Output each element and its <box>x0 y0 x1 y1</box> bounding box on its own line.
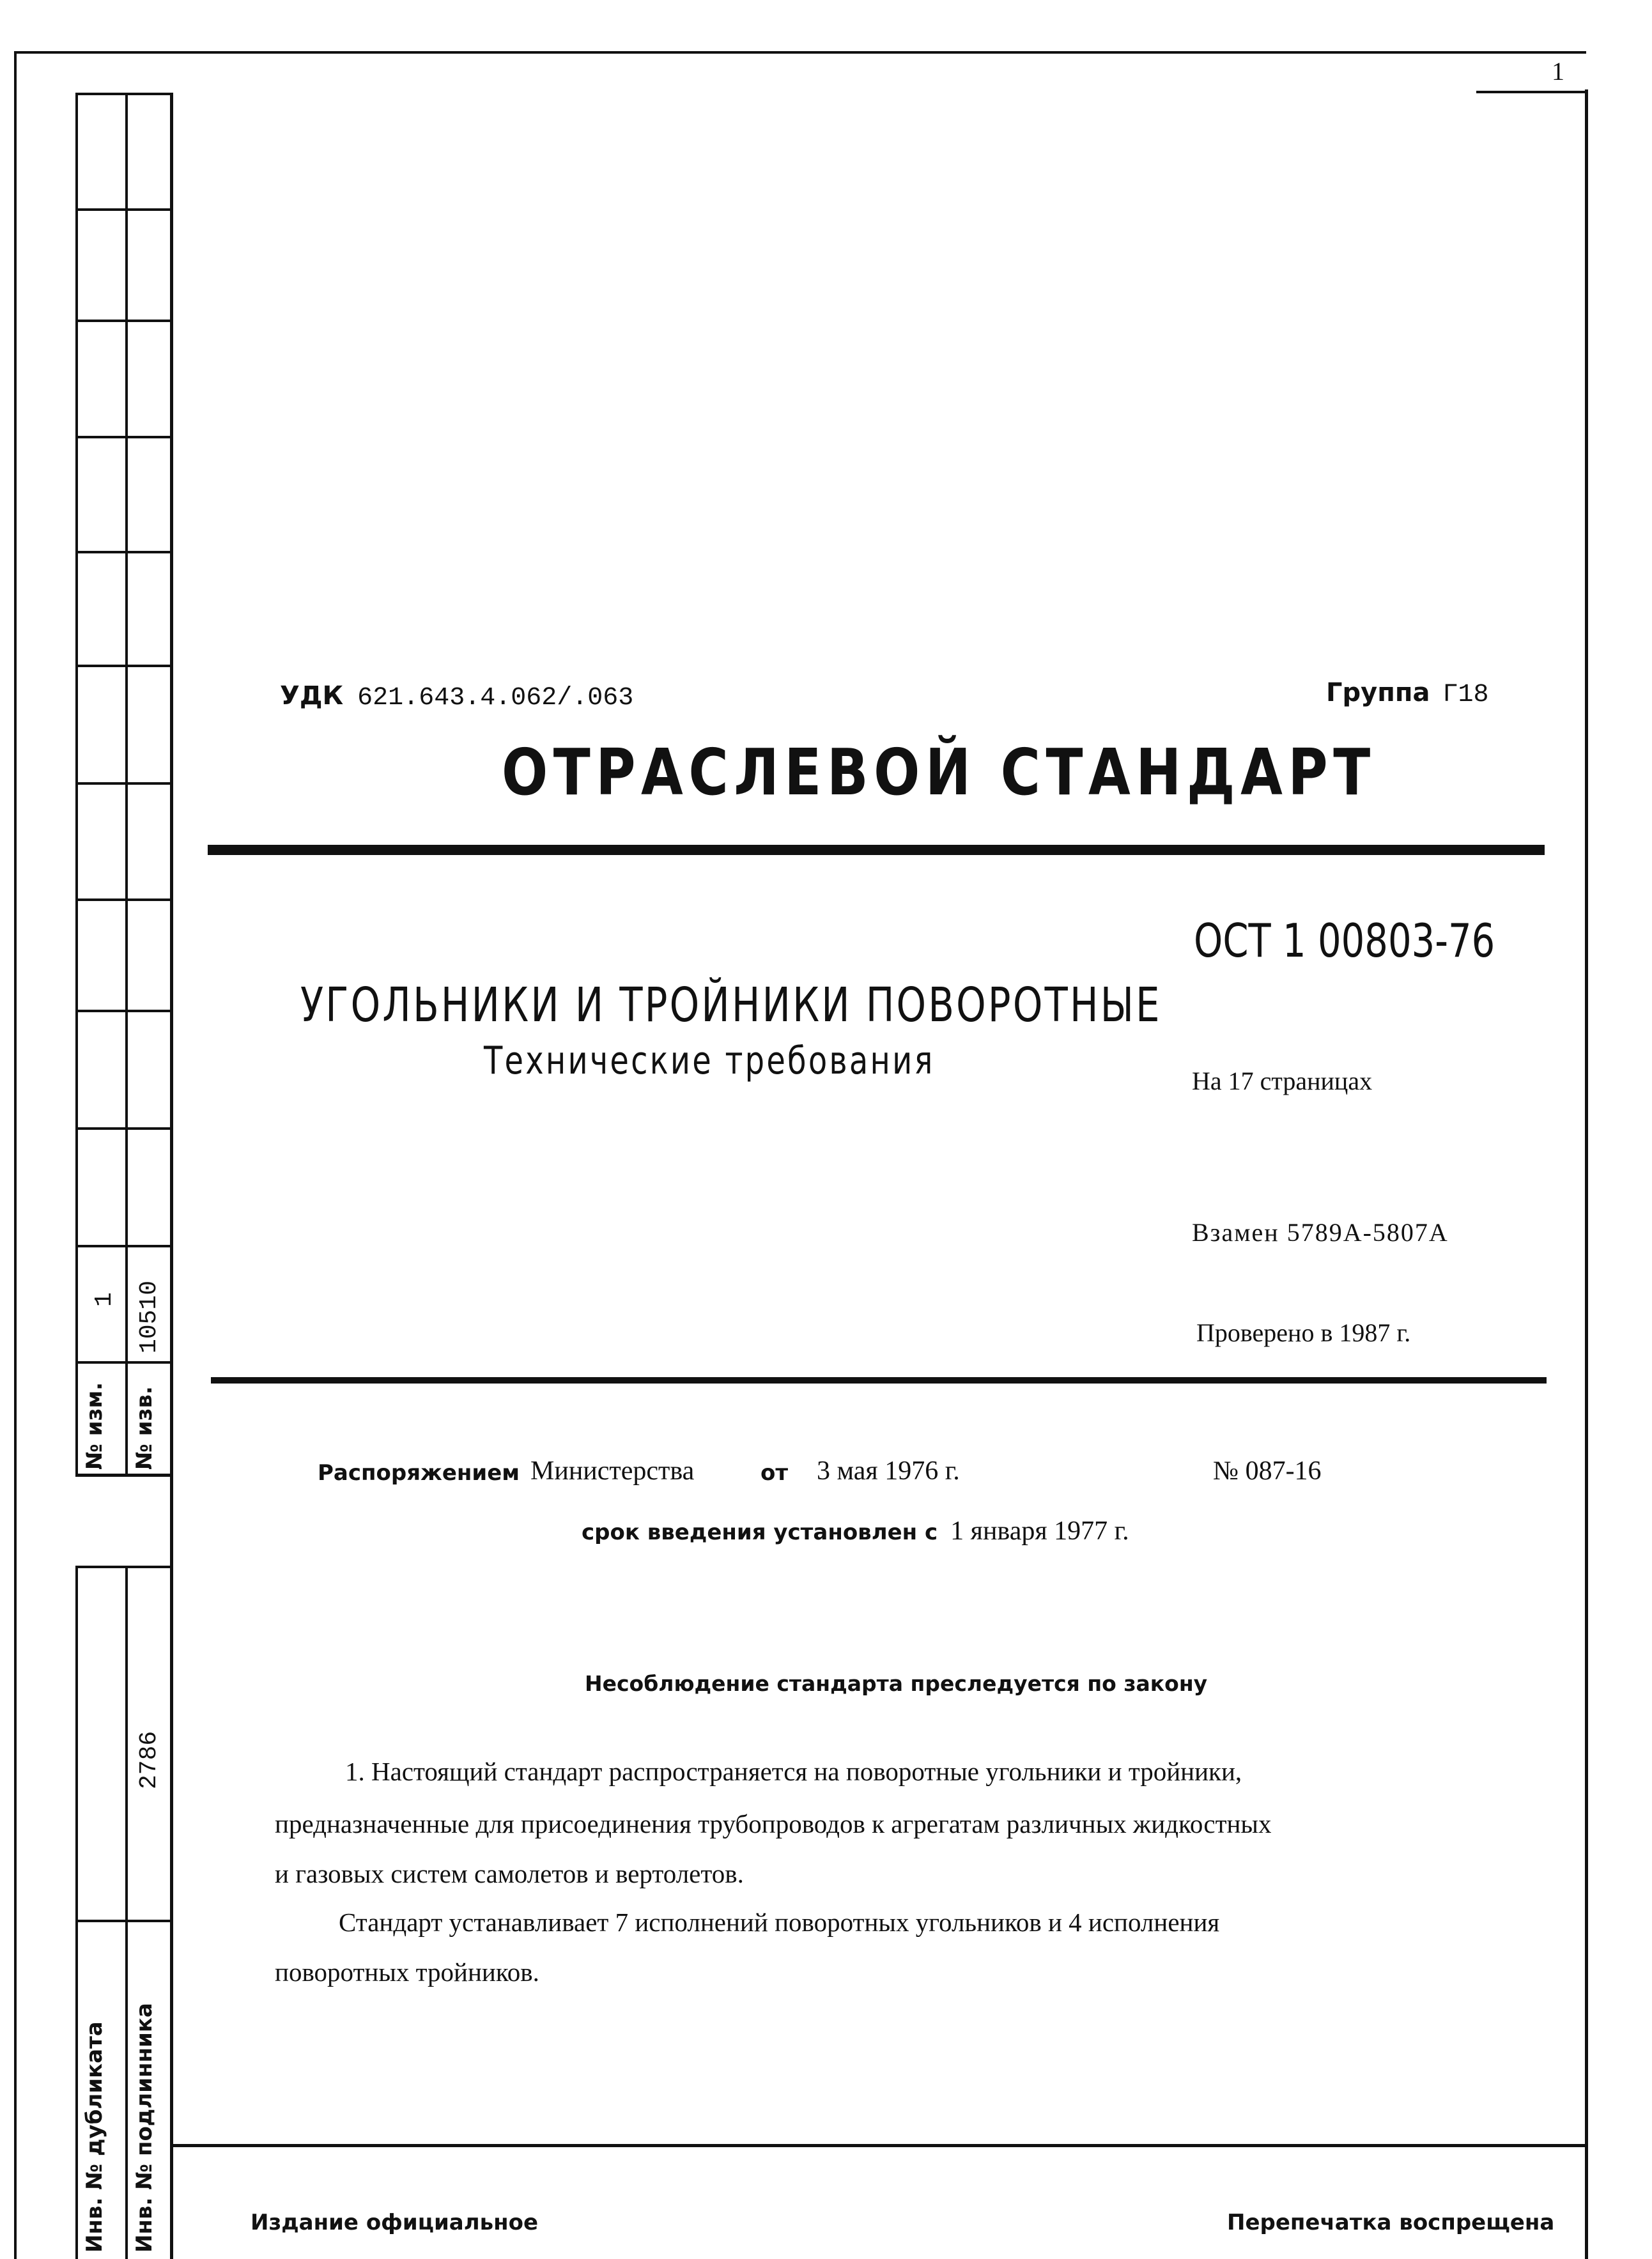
standard-subtitle: Технические требования <box>484 1038 935 1083</box>
header-thick-rule <box>208 845 1545 855</box>
udk-value: 621.643.4.062/.063 <box>357 684 634 713</box>
stamp-line <box>75 1920 173 1922</box>
footer-official-edition: Издание официальное <box>251 2210 539 2235</box>
paragraph-2-line-2: поворотных тройников. <box>275 1957 539 1987</box>
order-from-label: от <box>760 1460 789 1486</box>
group-value: Г18 <box>1442 681 1489 709</box>
pages-count: На 17 страницах <box>1192 1067 1373 1095</box>
footer-reprint-prohibited: Перепечатка воспрещена <box>1227 2210 1555 2235</box>
dup-label: Инв. № дубликата <box>82 2021 107 2253</box>
izm-label: № изм. <box>82 1382 107 1470</box>
stamp-line <box>75 1474 173 1477</box>
effective-label: срок введения установлен с <box>582 1520 938 1545</box>
order-number: № 087-16 <box>1213 1456 1322 1486</box>
legal-notice: Несоблюдение стандарта преследуется по закону <box>585 1671 1208 1696</box>
stamp-line <box>75 1245 173 1247</box>
udk-label: УДК <box>280 681 344 711</box>
group-label: Группа <box>1326 678 1430 707</box>
paragraph-2-line-1: Стандарт устанавливает 7 исполнений поворотных угольников и 4 исполнения <box>339 1908 1220 1937</box>
stamp-line <box>75 1361 173 1364</box>
orig-label: Инв. № подлинника <box>132 2003 157 2253</box>
order-label: Распоряжением <box>318 1460 520 1486</box>
izv-label: № изв. <box>132 1386 157 1470</box>
stamp-line <box>75 782 173 785</box>
udk-line <box>280 681 633 713</box>
izv-value: 10510 <box>135 1280 163 1353</box>
stamp-line <box>75 551 173 553</box>
stamp-line <box>75 436 173 438</box>
stamp-line <box>75 1010 173 1012</box>
stamp-line <box>75 1127 173 1130</box>
frame-top-border <box>14 51 1586 54</box>
page-number: 1 <box>1552 57 1564 86</box>
standard-code: ОСТ 1 00803-76 <box>1194 914 1495 968</box>
paragraph-1-line-3: и газовых систем самолетов и вертолетов. <box>275 1859 744 1888</box>
stamp-line <box>75 665 173 667</box>
stamp-line <box>75 208 173 211</box>
lower-thick-rule <box>211 1377 1547 1384</box>
paragraph-1-line-1: 1. Настоящий стандарт распространяется на поворотные угольники и тройники, <box>345 1757 1242 1786</box>
frame-right-border <box>1585 89 1588 2259</box>
frame-left-border <box>14 51 17 2259</box>
replaces-note: Взамен 5789А-5807А <box>1192 1218 1449 1247</box>
order-date: 3 мая 1976 г. <box>817 1456 960 1486</box>
stamp-line <box>75 1566 173 1568</box>
stamp-line <box>125 1566 128 2259</box>
stamp-line <box>75 93 173 95</box>
footer-rule <box>170 2144 1586 2147</box>
standard-name: УГОЛЬНИКИ И ТРОЙНИКИ ПОВОРОТНЫЕ <box>300 978 1162 1033</box>
stamp-line <box>75 320 173 322</box>
checked-note: Проверено в 1987 г. <box>1196 1318 1411 1347</box>
order-ministry: Министерства <box>530 1456 695 1486</box>
effective-line <box>582 1516 1129 1546</box>
page-number-rule <box>1476 91 1585 93</box>
izm-value: 1 <box>91 1292 118 1307</box>
paragraph-1-line-2: предназначенные для присоединения трубопроводов к агрегатам различных жидкостных <box>275 1809 1272 1839</box>
stamp-line <box>75 1566 78 2259</box>
stamp-line <box>75 898 173 901</box>
effective-date: 1 января 1977 г. <box>950 1516 1129 1546</box>
stamp-line <box>170 93 173 2259</box>
orig-value: 2786 <box>135 1731 163 1789</box>
document-heading: ОТРАСЛЕВОЙ СТАНДАРТ <box>502 735 1376 810</box>
group-line <box>1326 677 1488 709</box>
